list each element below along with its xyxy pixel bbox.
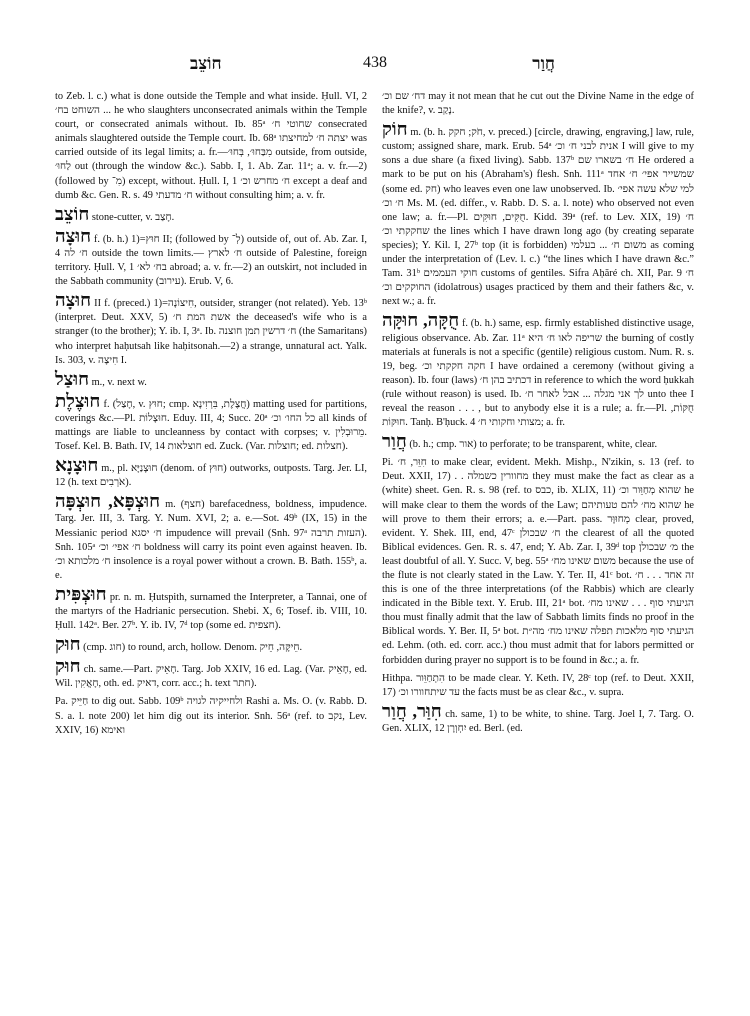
entry-text: Pa. חַיֵּיק to dig out. Sabb. 109ᵇ ולחייקיה לגויה Rashi a. Ms. O. (v. Rabb. D. S. a. l. note 200) let him dig out its interior. Snh. 56ᵃ (ref. to נקב, Lev. XXIV, 16) ואימא [55,696,368,736]
dictionary-entry [55,90,367,203]
entry-text: ch. same, 1) to be white, to shine. Targ. Joel I, 7. Targ. O. Gen. XLIX, 12 יִחְוְרָן ed. Berl. (ed. [382,708,694,734]
entry-headword: חֻקָּה, חוּקָּה [382,311,460,332]
entry-headword: חוּצֶלֶת [55,391,101,412]
entry-text: f. (b. h.) 1)=חוּץ II; (followed by לְ־) outside of, out of. Ab. Zar. I, 4 ח׳ לה outside the town limits.— ח׳ לארץ outside of Palestine, foreign territory. Ḥull. V, 1 בח׳ לא׳ abroad; a. v. fr.—2) an outskirt, not included in the Sabbath community (עירוב). Erub. V, 6. [55,233,367,288]
entry-text: to Zeb. l. c.) what is done outside the Temple and what inside. Ḥull. VI, 2 השוחט בח׳ ... he who slaughters unconsecrated animals within the Temple court, or consecrated animals without. Ib. 85ᵃ שחוטי ח׳ consecrated animals slaughtered outside the Temple court. Ib. 68ᵃ יצתה ח׳ למחיצתו was carried outside of its legal limits; a. fr.—מִבַּחוּ׳, בְּחוּ׳ outside, from outside, לַחוּ׳ out (through the window &c.). Sabb. I, 1. Ab. Zar. 11ᵃ; a. v. fr.—2) (followed by מִ־) except, without. Ḥull. I, 1 ח׳ מחרש וכ׳ except a deaf and dumb &c. Gen. R. s. 49 ח׳ מדעתי without consulting him; a. v. fr. [55,91,368,201]
entry-headword: חוּצְפִּית [55,584,107,605]
dictionary-entry [382,672,694,700]
entry-text: דח׳ שם וכ׳ may it not mean that he cut out the Divine Name in the edge of the knife?, v. נָקַב. [382,91,695,117]
entry-headword: חוּק [55,635,81,656]
dictionary-entry [55,204,367,225]
dictionary-entry [55,494,367,583]
entry-text: Hithpa. הִתְחַוֵּור to be made clear. Y. Keth. IV, 28ᶜ top (ref. to Deut. XXII, 17) עד שיתחוורו וכ׳ the facts must be as clear &c., v. supra. [382,672,694,698]
entry-text: ch. same.—Part. חָאֵיק. Targ. Job XXIV, 16 ed. Lag. (Var. חָאֵיק, ed. Wil. חָאֲקִין, oth. ed. דאיק, corr. acc.; h. text חתר). [55,664,367,690]
dictionary-entry [382,90,694,118]
entry-text: m., pl. חוּצָנַיָּא (denom. of חוּץ) outworks, outposts. Targ. Jer. LI, 12 (h. text אֹרְבִים). [55,463,367,489]
dictionary-entry [55,391,367,454]
dictionary-entry [55,293,367,367]
entry-text: m., v. next w. [89,376,147,388]
entry-headword: חוֹק [382,120,408,141]
right-column [382,90,694,736]
dictionary-entry [382,701,694,736]
entry-headword: חוּצָה [55,291,92,312]
entry-text: m. (b. h. חֹק; חקק, v. preced.) [circle, drawing, engraving,] law, rule, custom; assigned share, mark. Erub. 54ᵃ אנית לבני ח׳ וכ׳ I will give to my sons a due share (a fixed living). Sabb. 137ᵇ ח׳ בשארו שם He ordered a mark to be put on his (Abraham's) flesh. Snh. 111ᵃ שמשייר אפי׳ ח׳ אחד (some ed. חק) who leaves even one law unobserved. Ib. למי שלא עשה אפי׳ ח׳ וכ׳ Ms. M. (ed. differ., v. Rabb. D. S. a. l. note) who observed not even one law; a. fr.—Pl. חֻקִּים, חוּקִּים. Kidd. 39ᵃ (ref. to Lev. XIX, 19) ח׳ שחקקתי וכ׳ the lines which I have drawn long ago (by creating separate species); Y. Kil. I, 27ᵇ top (it is forbidden) משום ח׳ ... בעלמי as coming under the interpretation of (Lev. l. c.) “the lines which I have drawn &c.” Tam. 31ᵇ חוקי העממים customs of gentiles. Sifra Aḥăré ch. XII, Par. 9 ח׳ החוקקים וכ׳ (idolatrous) usages practiced by them and their fathers &c, v. next w.; a. fr. [382,127,695,308]
right-running-headword: חֲוַר [532,54,555,73]
entry-headword: חִוַּר, חֲוַר [382,701,442,722]
left-running-headword: חוֹצֵב [190,54,222,73]
dictionary-entry [382,313,694,430]
dictionary-entry [382,122,694,309]
entry-headword: חוּצָנָא [55,456,99,477]
entry-text: (cmp. חוג) to round, arch, hollow. Denom. חֵיקָּה, חֵיק. [80,642,303,654]
dictionary-entry [55,458,367,490]
entry-headword: חֲוַר [382,432,407,453]
entry-headword: חוּצָה [55,226,92,247]
entry-text: stone-cutter, v. חָצַב. [89,211,175,223]
dictionary-entry [55,695,367,737]
entry-text: II f. (preced.) 1)=חִיצוֹנָה, outsider, stranger (not related). Yeb. 13ᵇ (interpret. Deut. XXV, 5) אשת המת ח׳ the deceased's wife who is a stranger (to the brother); Y. ib. I, 3ᵃ. Ib. ח׳ דרשין תמן חוצנה (the Samaritans) who interpret haḥutsah like haḥitsonah.—2) a strange, unnatural act. Yalk. Is. 303, v. חִיצָה I. [55,298,368,366]
entry-headword: חוּצַל [55,369,90,390]
entry-text: (b. h.; cmp. אור) to perforate; to be transparent, white, clear. [406,439,658,451]
left-column [55,90,367,738]
dictionary-entry [55,637,367,655]
entry-headword: חוֹצֵב [55,204,90,225]
entry-text: f. (b. h.) same, esp. firmly established distinctive usage, religious observance. Ab. Zar. 11ᵃ שריפה לאו ח׳ היא the burning of costly materials at funerals is not a specific (gentile) religious custom. Num. R. s. 19, beg. חקה חקקתי וכ׳ I have ordained a ceremony (without giving a reason). Ib. four (laws) דכתיב בהן ח׳ in reference to which the word ḥukkah (rule without reason) is used. Ib. לך אני מגלה ... אבל לאחר ח׳ unto thee I reveal the reason . . . , but to anybody else it is a rule; a. fr.—Pl. חֻקּוֹת, חוּקּוֹת. Tanḥ. B'ḥuck. 4 מצותי וחקותי ח׳; a. fr. [382,318,695,429]
page-header [55,54,695,78]
entry-text: pr. n. m. Ḥutspith, surnamed the Interpreter, a Tannai, one of the martyrs of the Hadrianic persecution. Shebi. X, 6; Tosef. ib. VIII, 10. Ḥull. 142ᵃ. Ber. 27ᵇ. Y. ib. IV, 7ᵈ top (some ed. חצפית). [55,591,367,632]
entry-headword: חוּק [55,657,81,678]
entry-text: m. (חצף) barefacedness, boldness, impudence. Targ. Jer. III, 3. Targ. Y. Num. XVI, 2; a. e.—Sot. 49ᵇ (IX, 15) in the Messianic period ח׳ יסגא impudence will prevail (Snh. 97ᵃ העזות תרבה). Snh. 105ᵃ ח׳ אפי׳ וכ׳ boldness will carry its point even against heaven. Ib. ח׳ מלכותא וכ׳ insolence is a royal power without a crown. B. Bath. 155ᵇ, a. e. [55,499,368,581]
entry-text: Pi. חִוֵּר, ח׳ to make clear, evident. Mekh. Mishp., N'zikin, s. 13 (ref. to Deut. XXII, 17) . . מחוורין כשמלה they must make the fact as clear as a (white) sheet. Gen. R. s. 98 (ref. to כבס, ib. XLIX, 11) שהוא מְחַוֵּור וכ׳ he will make clear to them the words of the Law; שהוא מח׳ להם טעותיהם he will prove to them their errors; a. e.—Part. pass. מְחוּוָּר clear, proved, evident. Y. Shek. III, end, 47ᶜ ח׳ שבכולן the clearest of all the quoted Biblical evidences. Gen. R. s. 47, end; Y. Ab. Zar. I, 39ᵈ top מ׳ שבכולן the least doubtful of all. Y. Succ. V, beg. 55ᵃ משום שאינו מח׳ because the use of the flute is not clearly stated in the Law. Y. Ter. II, 41ᶜ bot. זה אחד . . . ח׳ this is one of the three interpretations (of the Rabbis) which are clearly indicated in the Bible text. Y. Erub. III, 21ᵃ bot. הגיעתי סוף . . . שאינו מח׳ thou must finally admit that the law of Sabbath limits finds no proof in the Biblical words. Y. Ber. II, 5ᵃ bot. הגיעתי סוף מלאכות תפלה שאינו מח׳ מה״ת ed. Lehm. (oth. ed. corr. acc.) thou must admit that for labors permitted or forbidden during prayer no support is to be found in &c.; a. fr. [382,457,695,666]
entry-text: f. (חָצַל, v. חוּץ; cmp. חֲצֶלֶת, בִּרְזִינָא) matting used for partitions, coverings &c.—Pl. חוּצָלוֹת. Eduy. III, 4; Succ. 20ᵃ כל החו׳ וכ׳ all kinds of mattings are liable to uncleanness by contact with corpses; v. מֵרוּבְלִין. Tosef. Kel. B. Bath. IV, 14 חוצלאות ed. Zuck. (Var. חוצלות; ed. חצלות). [55,398,367,453]
dictionary-entry [382,434,694,452]
dictionary-entry [55,369,367,390]
dictionary-entry [55,659,367,691]
page-number: 438 [363,54,387,71]
entry-headword: חוּצְפָּא, חוּצְפָּה [55,492,161,513]
dictionary-entry [55,226,367,289]
dictionary-entry [55,584,367,633]
dictionary-entry [382,456,694,667]
